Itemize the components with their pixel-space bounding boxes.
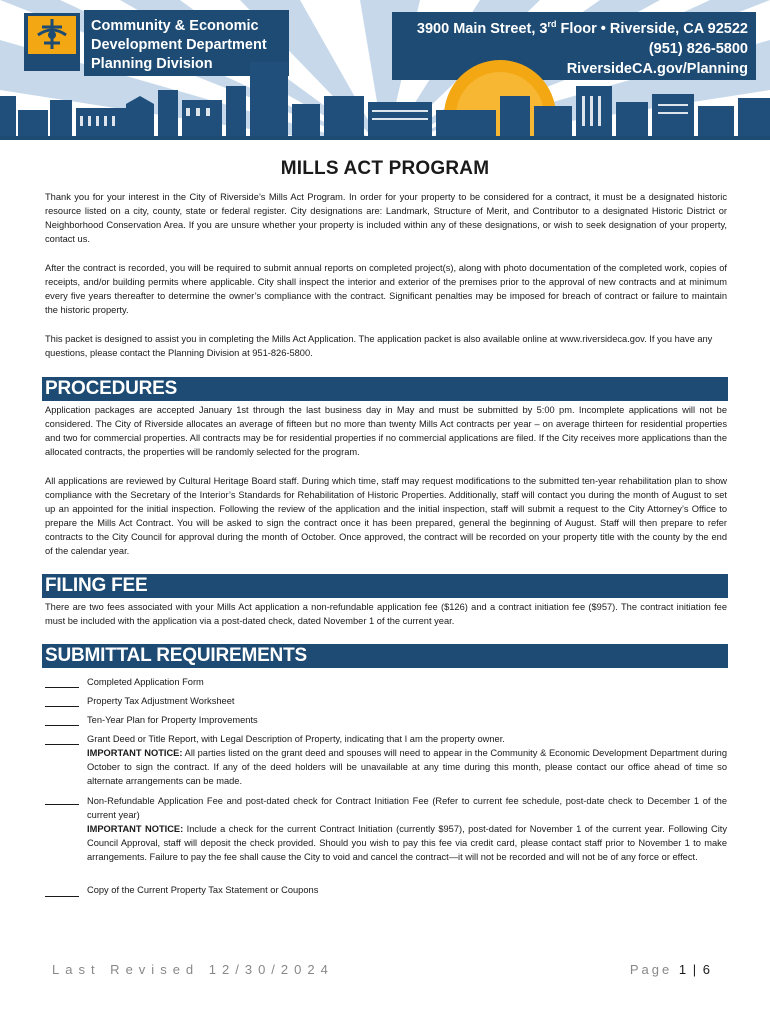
last-revised: Last Revised 12/30/2024 [52, 962, 334, 977]
filing-fee-heading-bar [42, 574, 728, 598]
city-logo[interactable] [24, 13, 80, 71]
procedures-paragraph-1: Application packages are accepted January 1st through the last business day in May and must be submitted by 5:00 pm. Incomplete applications will not be considered. The City of Riverside allocates an average of fifteen but no more than twenty Mills Act contracts per year – on average thirteen for residential properties and two for commercial properties. All contracts may be for residential properties if no commercial applications are filed. If the City receives more applications than the allocated contracts, the properties will be randomly selected for the program. [45, 405, 727, 457]
raincross-logo-icon [24, 13, 80, 71]
checklist-blank[interactable] [45, 744, 79, 745]
procedures-paragraph-2: All applications are reviewed by Cultural Heritage Board staff. During which time, staff may request modifications to the submitted ten-year rehabilitation plan to show compliance with the Secretary of the Interior’s Standards for Rehabilitation of Historic Properties. Additionally, staff will contact you during the month of August to set up an appointed for the initial inspection. Following the review of the application and the initial inspection, staff will submit a request to the City Attorney’s Office to prepare the Mills Act Contract. You will be asked to sign the contract once it has been prepared, general the beginning of August. Staff will then prepare to refer contracts to the City Council for approval during the month of October. Once approved, the contract will be recorded on your property title with the county by the end of the calendar year. [45, 476, 727, 556]
checklist-blank[interactable] [45, 896, 79, 897]
page-title: MILLS ACT PROGRAM [280, 158, 490, 179]
checklist-blank[interactable] [45, 687, 79, 688]
requirement-text: Grant Deed or Title Report, with Legal Description of Property, indicating that I am the property owner. [87, 734, 505, 744]
important-notice: IMPORTANT NOTICE: All parties listed on the grant deed and spouses will need to appear in the Community & Economic Development Department during October to sign the contract. If any of the deed holders will be unavailable at any time during this month, please contact our office ahead of time so alternate arrangements can be made. [87, 748, 728, 786]
submittal-heading-bar [42, 644, 728, 668]
contact-info [417, 19, 748, 79]
filing-fee-heading: FILING FEE [45, 575, 148, 596]
dept-line-1: Community & Economic [91, 18, 259, 34]
dept-line-3: Planning Division [91, 56, 213, 72]
procedures-heading: PROCEDURES [45, 378, 178, 399]
intro-paragraph-1: Thank you for your interest in the City of Riverside’s Mills Act Program. In order for your property to be considered for a contract, it must be a designated historic resource listed on a city, county, state or federal register. City designations are: Landmark, Structure of Merit, and Contributor to a designated Historic District or Neighborhood Conservation Area. If you are unsure whether your property is included within any of these designations, or wish to seek designation of your property, contact us. [45, 192, 727, 244]
page-number: Page 1 | 6 [629, 962, 710, 977]
header-banner [0, 0, 770, 140]
intro-paragraph-3: This packet is designed to assist you in completing the Mills Act Application. The application packet is also available online at www.riversideca.gov. If you have any questions, please contact the Planning Division at 951-826-5800. [45, 334, 713, 358]
procedures-heading-bar [42, 377, 728, 401]
dept-line-2: Development Department [91, 37, 267, 53]
website-link[interactable]: RiversideCA.gov/Planning [566, 61, 748, 77]
checklist-blank[interactable] [45, 706, 79, 707]
department-name [91, 17, 267, 74]
checklist-blank[interactable] [45, 804, 79, 805]
checklist-blank[interactable] [45, 725, 79, 726]
requirement-text: Non-Refundable Application Fee and post-dated check for Contract Initiation Fee (Refer to current fee schedule, post-date check to December 1 of the current year) [87, 796, 727, 820]
important-notice: IMPORTANT NOTICE: Include a check for the current Contract Initiation (currently $957), post-dated for November 1 of the current year. Following City Council Approval, staff will deposit the check provided. Should you wish to pay this fee via credit card, please contact staff prior to November 1 to make arrangements. Failure to pay the fee shall cause the City to void and cancel the contract—it will not be recorded and will not be of any force or effect. [87, 824, 727, 862]
submittal-heading: SUBMITTAL REQUIREMENTS [45, 645, 307, 666]
address: 3900 Main Street, 3rd Floor • Riverside, CA 92522 [416, 19, 748, 37]
phone: (951) 826-5800 [648, 41, 748, 57]
filing-fee-paragraph: There are two fees associated with your Mills Act application a non-refundable application fee ($126) and a contract initiation fee ($957). The contract initiation fee must be included with the application via a post-dated check, dated November 1 of the current year. [45, 602, 727, 626]
intro-paragraph-2: After the contract is recorded, you will be required to submit annual reports on completed project(s), along with photo documentation of the completed work, copies of receipts, and/or building permits where applicable. City shall inspect the interior and exterior of the premises prior to the approval of new contracts and at minimum every five years thereafter to determine the owner’s compliance with the contract. Significant penalties may be imposed for breach of contract or failure to maintain the historic property. [45, 263, 727, 315]
